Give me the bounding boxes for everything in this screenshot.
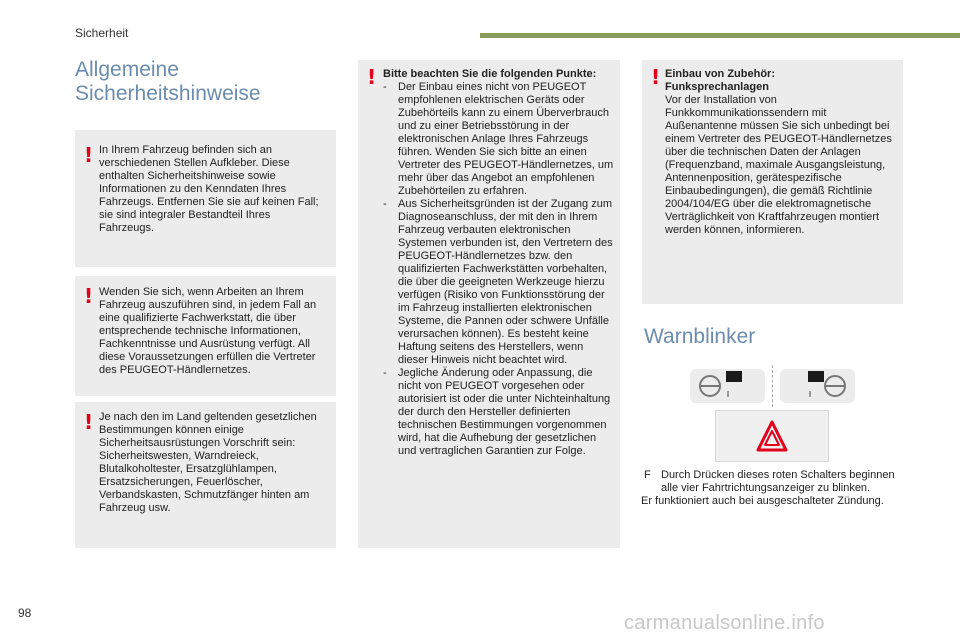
warning-exclamation-icon: !: [651, 65, 661, 89]
radio-heading-1: Einbau von Zubehör:: [665, 68, 775, 80]
radio-text: Vor der Installation von Funkkommunikationssendern mit Außenantenne müssen Sie sich unbedingt bei einem Vertreter des PEUGEOT-Händlernetzes über die technischen Daten der Anlagen (Frequenzband, maximale Ausgangsleistung, Antennenposition, gerätespezifische Einbaubedingungen), die gemäß Richtlinie 2004/104/EG über die elektromagnetische Verträglichkeit von Kraftfahrzeugen montiert werden können, informieren.: [665, 94, 892, 236]
accessories-list: [383, 81, 615, 458]
notice-box-radio: [642, 60, 903, 304]
title-line-1: Allgemeine: [75, 58, 179, 81]
notice-box-equipment: [75, 402, 336, 548]
instruction-text: Durch Drücken dieses roten Schalters beginnen alle vier Fahrtrichtungsanzeiger zu blinken.: [661, 469, 895, 494]
list-item: - Der Einbau eines nicht von PEUGEOT empfohlenen elektrischen Geräts oder Zubehörteils kann zu einem Überverbrauch und zu einer Betriebsstörung in der elektronischen Anlage Ihres Fahrzeugs führen. Wenden Sie sich bitte an einen Vertreter des PEUGEOT-Händlernetzes, um mehr über das Angebot an empfohlenen Zubehörteilen zu erfahren.: [383, 81, 615, 198]
notice-box-workshop: [75, 276, 336, 396]
notice-box-stickers: [75, 130, 336, 267]
radio-heading-2: Funksprechanlagen: [665, 81, 769, 93]
instruction-item: [641, 469, 911, 495]
notice-text-stickers: In Ihrem Fahrzeug befinden sich an verschiedenen Stellen Aufkleber. Diese enthalten Sicherheitshinweise sowie Informationen zu den Kenndaten Ihres Fahrzeugs. Entfernen Sie sie auf keinen Fall; sie sind integraler Bestandteil Ihres Fahrzeugs.: [99, 144, 319, 234]
watermark: carmanualsonline.info: [624, 612, 825, 634]
warning-exclamation-icon: !: [84, 284, 94, 308]
instruction-note: Er funktioniert auch bei ausgeschalteter Zündung.: [641, 495, 884, 507]
title-line-2: Sicherheitshinweise: [75, 82, 261, 105]
hazard-switch-panel: [715, 410, 829, 462]
page-title: [75, 58, 261, 106]
section-title-hazard: Warnblinker: [644, 325, 756, 348]
warning-exclamation-icon: !: [84, 143, 94, 167]
hazard-instructions: [641, 469, 911, 508]
steering-wheel-icon: [690, 369, 765, 403]
header-bar: [480, 33, 960, 38]
accessories-content: [383, 68, 615, 458]
notice-text-workshop: Wenden Sie sich, wenn Arbeiten an Ihrem Fahrzeug auszuführen sind, in jedem Fall an eine qualifizierte Fachwerkstatt, die über entsprechende technische Informationen, Fachkenntnisse und Ausrüstung verfügt. All diese Voraussetzungen erfüllen die Vertreter des PEUGEOT-Händlernetzes.: [99, 286, 317, 376]
list-item: - Jegliche Änderung oder Anpassung, die nicht von PEUGEOT vorgesehen oder autorisiert ist oder die unter Nichteinhaltung der durch den Hersteller definierten technischen Bestimmungen vorgenommen wird, hat die Aufhebung der gesetzlichen und vertraglichen Garantien zur Folge.: [383, 367, 615, 458]
accessories-heading: Bitte beachten Sie die folgenden Punkte:: [383, 68, 597, 80]
warning-exclamation-icon: !: [367, 65, 377, 89]
page-number: 98: [18, 606, 32, 620]
section-label: Sicherheit: [75, 26, 129, 40]
hazard-triangle-icon: [716, 411, 828, 461]
instruction-bullet: F: [644, 469, 651, 481]
notice-text-equipment: Je nach den im Land geltenden gesetzlichen Bestimmungen können einige Sicherheitsausrüstungen Vorschrift sein: Sicherheitswesten, Warndreieck, Blutalkoholtester, Ersatzglühlampen, Ersatzsicherungen, Feuerlöscher, Verbandskasten, Schmutzfänger hinten am Fahrzeug usw.: [99, 411, 317, 514]
notice-box-accessories: [358, 60, 620, 548]
steering-wheel-illustration-right: [780, 369, 855, 403]
steering-wheel-illustration-left: [690, 369, 765, 403]
list-item: - Aus Sicherheitsgründen ist der Zugang zum Diagnoseanschluss, der mit den in Ihrem Fahrzeug verbauten elektronischen Systemen verbunden ist, den Vertretern des PEUGEOT-Händlernetzes bzw. den qualifizierten Fachwerkstätten vorbehalten, die über die geeigneten Werkzeuge hierzu verfügen (Risiko von Funktionsstörung der im Fahrzeug installierten elektronischen Systeme, die Pannen oder schwere Unfälle verursachen können). Es besteht keine Haftung seitens des Herstellers, wenn dieser Hinweis nicht beachtet wird.: [383, 198, 615, 367]
divider-dashed: [772, 365, 773, 407]
radio-content: [665, 68, 895, 237]
warning-exclamation-icon: !: [84, 410, 94, 434]
steering-wheel-icon: [780, 369, 855, 403]
